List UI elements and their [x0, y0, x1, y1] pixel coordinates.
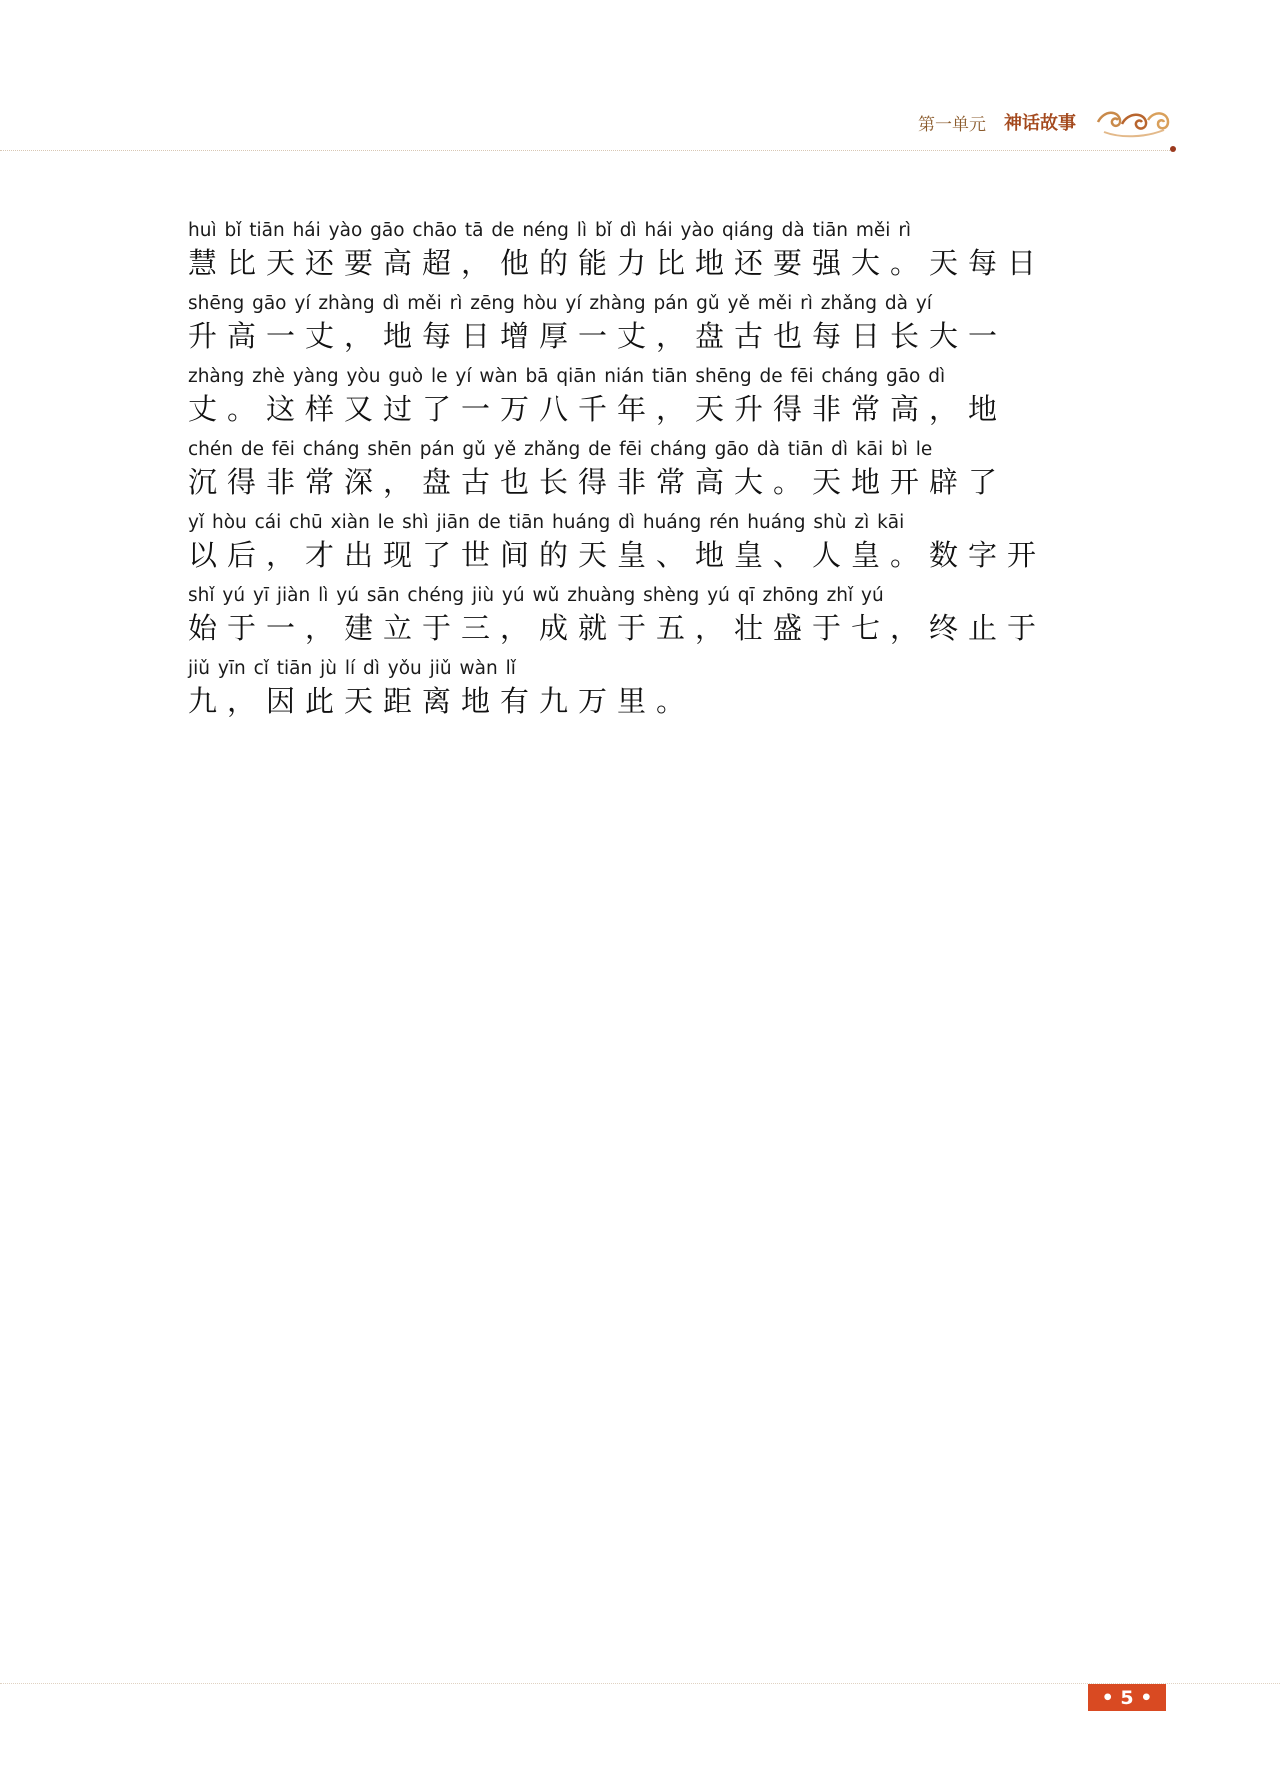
- pinyin-line: zhàng zhè yàng yòu guò le yí wàn bā qiān nián tiān shēng de fēi cháng gāo dì: [188, 366, 946, 387]
- chapter-title: 神话故事: [1004, 113, 1076, 134]
- pinyin-line: jiǔ yīn cǐ tiān jù lí dì yǒu jiǔ wàn lǐ: [188, 658, 516, 679]
- hanzi-line: 升高一丈，地每日增厚一丈，盘古也每日长大一: [188, 319, 1008, 353]
- hanzi-line: 九，因此天距离地有九万里。: [188, 684, 696, 718]
- hanzi-line: 慧比天还要高超，他的能力比地还要强大。天每日: [188, 246, 1047, 280]
- divider-dot: [1170, 146, 1176, 152]
- story-text: [188, 218, 1094, 729]
- text-line: [188, 364, 1094, 428]
- page-number-badge: • 5 •: [1088, 1684, 1166, 1711]
- text-line: [188, 656, 1094, 720]
- hanzi-line: 始于一，建立于三，成就于五，壮盛于七，终止于: [188, 611, 1047, 645]
- header-divider: [0, 150, 1172, 151]
- text-line: [188, 510, 1094, 574]
- text-line: [188, 291, 1094, 355]
- pinyin-line: yǐ hòu cái chū xiàn le shì jiān de tiān huáng dì huáng rén huáng shù zì kāi: [188, 512, 905, 533]
- pinyin-line: shēng gāo yí zhàng dì měi rì zēng hòu yí zhàng pán gǔ yě měi rì zhǎng dà yí: [188, 293, 932, 314]
- pinyin-line: huì bǐ tiān hái yào gāo chāo tā de néng lì bǐ dì hái yào qiáng dà tiān měi rì: [188, 220, 912, 241]
- hanzi-line: 丈。这样又过了一万八千年，天升得非常高，地: [188, 392, 1008, 426]
- cloud-ornament-icon: [1094, 104, 1172, 140]
- hanzi-line: 以后，才出现了世间的天皇、地皇、人皇。数字开: [188, 538, 1047, 572]
- text-line: [188, 437, 1094, 501]
- hanzi-line: 沉得非常深，盘古也长得非常高大。天地开辟了: [188, 465, 1008, 499]
- unit-label: 第一单元: [918, 114, 986, 135]
- text-line: [188, 583, 1094, 647]
- pinyin-line: shǐ yú yī jiàn lì yú sān chéng jiù yú wǔ zhuàng shèng yú qī zhōng zhǐ yú: [188, 585, 884, 606]
- pinyin-line: chén de fēi cháng shēn pán gǔ yě zhǎng de fēi cháng gāo dà tiān dì kāi bì le: [188, 439, 933, 460]
- running-header: [918, 104, 1172, 140]
- text-line: [188, 218, 1094, 282]
